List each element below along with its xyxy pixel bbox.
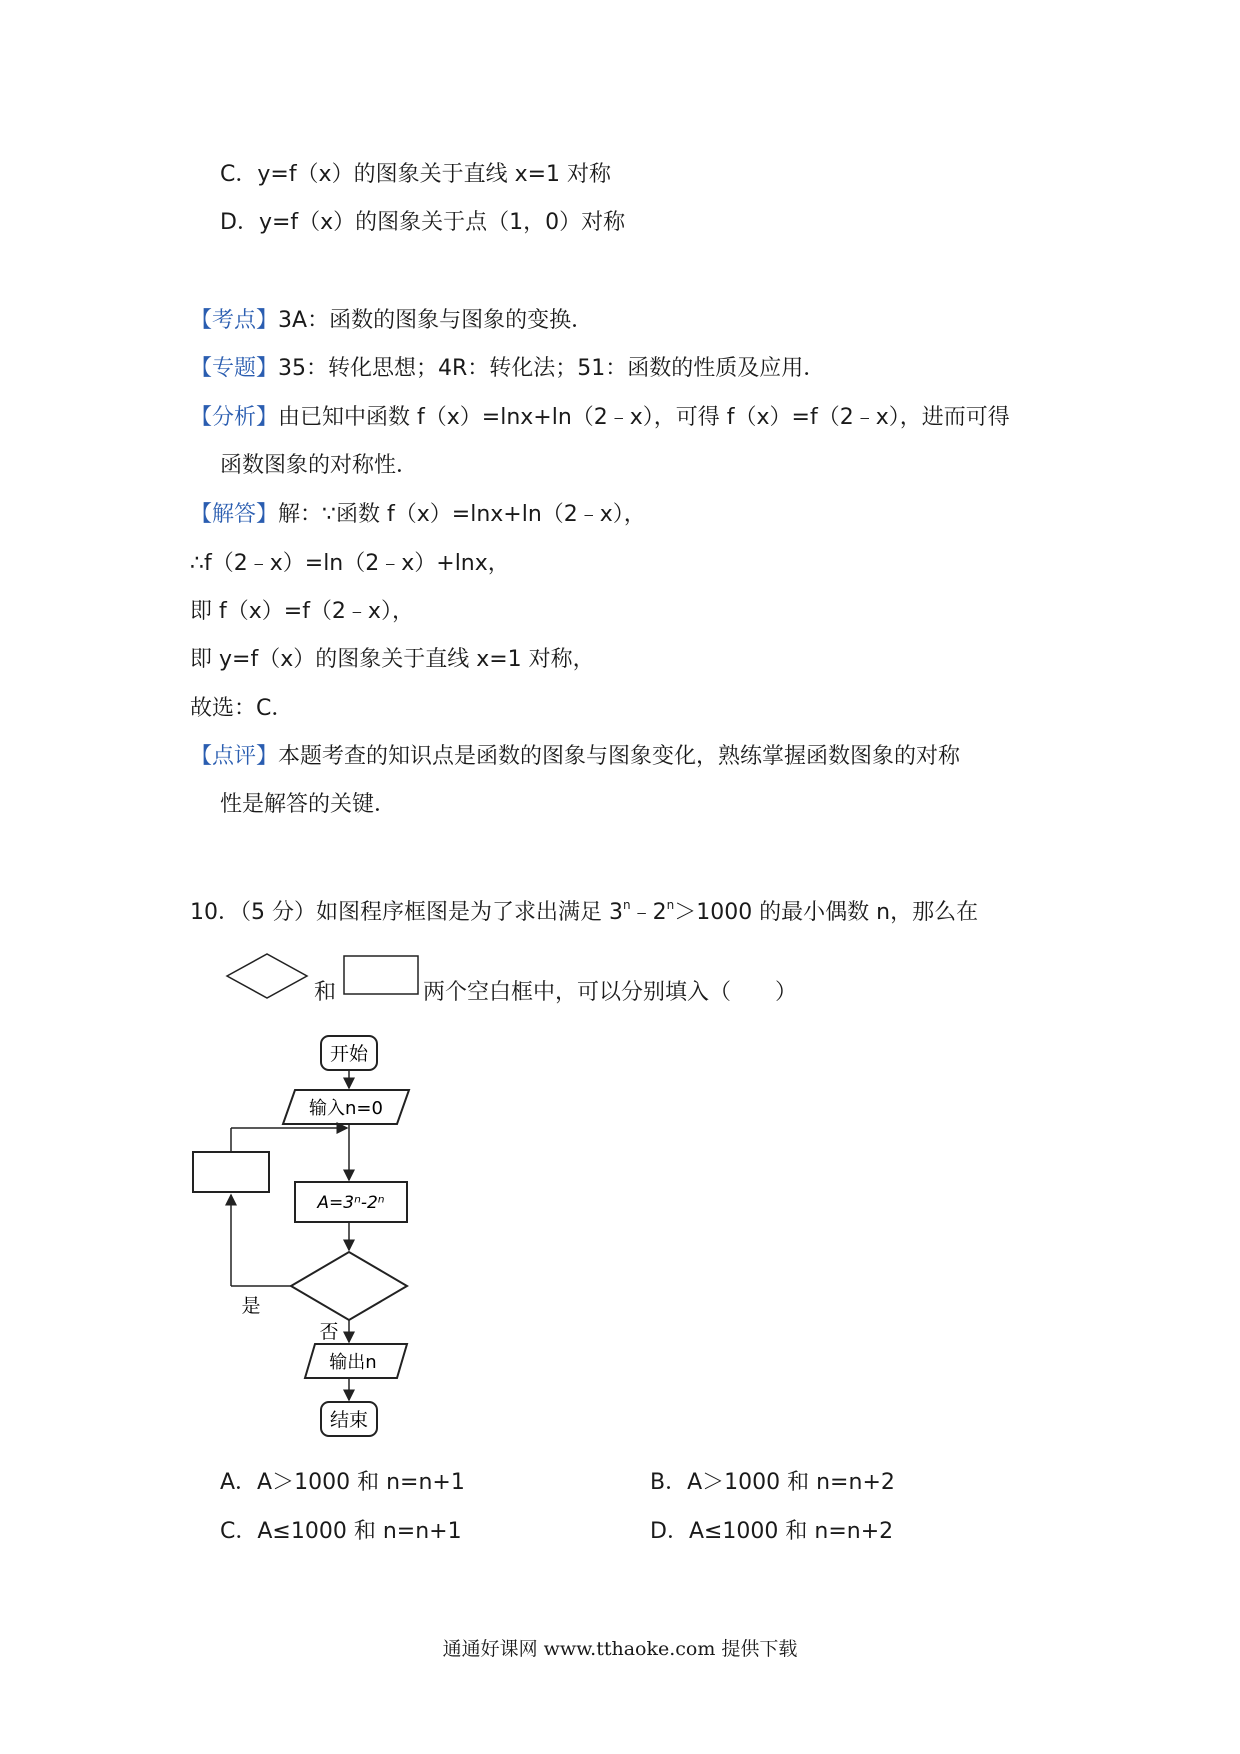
page-footer: 通通好课网 www.tthaoke.com 提供下载 — [442, 1638, 798, 1660]
question-10-prefix: 10．（5 分）如图程序框图是为了求出满足 3 — [190, 900, 623, 925]
option-c: C．A≤1000 和 n=n+1 — [220, 1519, 462, 1544]
option-a: A．A＞1000 和 n=n+1 — [220, 1470, 465, 1495]
dianping-text-1: 本题考查的知识点是函数的图象与图象变化，熟练掌握函数图象的对称 — [278, 744, 961, 769]
dianping-tag: 【点评】 — [190, 744, 279, 769]
fenxi-line — [190, 403, 1010, 433]
flowchart-blank-rect — [193, 1152, 269, 1192]
prev-option-c: C．y=f（x）的图象关于直线 x=1 对称 — [220, 162, 612, 187]
flowchart-assign-label: A=3ⁿ-2ⁿ — [317, 1193, 385, 1213]
diamond-shape-icon — [225, 950, 310, 1002]
jieda-text: 解：∵函数 f（x）=lnx+ln（2﹣x）， — [278, 502, 646, 527]
zhuanti-tag: 【专题】 — [190, 356, 279, 381]
kaodian-line — [190, 306, 593, 336]
flowchart — [185, 1030, 425, 1450]
zhuanti-text: 35：转化思想；4R：转化法；51：函数的性质及应用． — [278, 356, 826, 381]
fenxi-text-1: 由已知中函数 f（x）=lnx+ln（2﹣x），可得 f（x）=f（2﹣x），进而可得 — [278, 405, 1010, 430]
kaodian-tag: 【考点】 — [190, 308, 279, 333]
flowchart-output-label: 输出n — [329, 1352, 377, 1373]
prev-option-d: D．y=f（x）的图象关于点（1，0）对称 — [220, 210, 626, 235]
question-10-and: 和 — [314, 980, 337, 1005]
solution-step-1: ∴f（2﹣x）=ln（2﹣x）+lnx， — [190, 551, 510, 576]
flowchart-yes-label: 是 — [241, 1295, 261, 1317]
flowchart-no-label: 否 — [319, 1321, 339, 1343]
fenxi-text-2: 函数图象的对称性． — [220, 453, 419, 478]
question-10-mid: ﹣2 — [630, 900, 667, 925]
question-10-sup-1: n — [622, 898, 631, 912]
dianping-line — [190, 742, 960, 772]
flowchart-end-label: 结束 — [329, 1409, 369, 1431]
kaodian-text: 3A：函数的图象与图象的变换． — [278, 308, 594, 333]
jieda-tag: 【解答】 — [190, 502, 279, 527]
question-10-tail: 两个空白框中，可以分别填入（ ） — [423, 980, 798, 1005]
question-10-stem — [190, 890, 978, 928]
flowchart-decision-diamond — [291, 1252, 407, 1320]
dianping-text-2: 性是解答的关键． — [220, 792, 397, 817]
flowchart-start-label: 开始 — [329, 1043, 369, 1065]
solution-step-3: 即 y=f（x）的图象关于直线 x=1 对称， — [190, 647, 595, 672]
solution-answer: 故选：C． — [190, 696, 294, 721]
option-b: B．A＞1000 和 n=n+2 — [650, 1470, 895, 1495]
option-d: D．A≤1000 和 n=n+2 — [650, 1519, 894, 1544]
jieda-line — [190, 500, 646, 530]
question-10-suffix: ＞1000 的最小偶数 n，那么在 — [674, 900, 979, 925]
zhuanti-line — [190, 354, 825, 384]
solution-step-2: 即 f（x）=f（2﹣x）， — [190, 599, 414, 624]
flowchart-input-label: 输入n=0 — [309, 1098, 383, 1119]
fenxi-tag: 【分析】 — [190, 405, 279, 430]
rectangle-shape-icon — [343, 955, 421, 997]
question-10-sup-2: n — [666, 898, 675, 912]
